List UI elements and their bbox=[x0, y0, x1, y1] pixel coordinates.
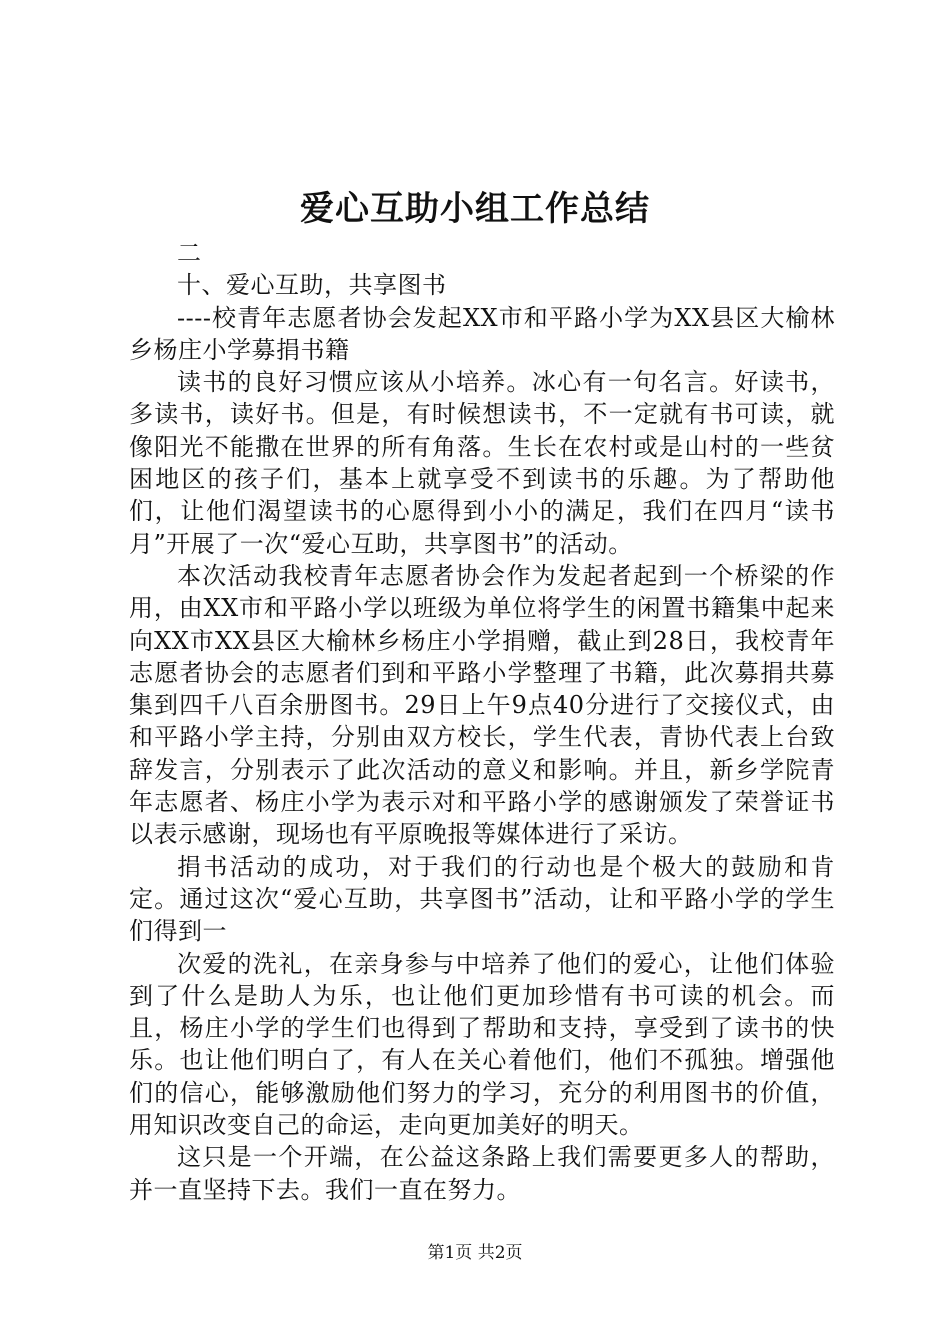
document-title: 爱心互助小组工作总结 bbox=[300, 189, 650, 229]
paragraph-activity: 本次活动我校青年志愿者协会作为发起者起到一个桥梁的作用，由XX市和平路小学以班级为单位将学生的闲置书籍集中起来向XX市XX县区大榆林乡杨庄小学捐赠，截止到28日，我校青年志愿者协会的志愿者们到和平路小学整理了书籍，此次募捐共募集到四千八百余册图书。29日上午9点40分进行了交接仪式，由和平路小学主持，分别由双方校长，学生代表，青协代表上台致辞发言，分别表示了此次活动的意义和影响。并且，新乡学院青年志愿者、杨庄小学为表示对和平路小学的感谢颁发了荣誉证书以表示感谢，现场也有平原晚报等媒体进行了采访。 bbox=[129, 561, 835, 849]
paragraph-intro: 读书的良好习惯应该从小培养。冰心有一句名言。好读书，多读书，读好书。但是，有时候想读书，不一定就有书可读，就像阳光不能撒在世界的所有角落。生长在农村或是山村的一些贫困地区的孩子们，基本上就享受不到读书的乐趣。为了帮助他们，让他们渴望读书的心愿得到小小的满足，我们在四月“读书月”开展了一次“爱心互助，共享图书”的活动。 bbox=[129, 368, 835, 558]
paragraph-conclusion: 这只是一个开端，在公益这条路上我们需要更多人的帮助，并一直坚持下去。我们一直在努力。 bbox=[129, 1143, 835, 1204]
page-footer: 第1页 共2页 bbox=[427, 1243, 523, 1263]
document-body bbox=[129, 237, 835, 1206]
paragraph-subtitle: ----校青年志愿者协会发起XX市和平路小学为XX县区大榆林乡杨庄小学募捐书籍 bbox=[129, 303, 835, 364]
paragraph-impact: 次爱的洗礼，在亲身参与中培养了他们的爱心，让他们体验到了什么是助人为乐，也让他们更加珍惜有书可读的机会。而且，杨庄小学的学生们也得到了帮助和支持，享受到了读书的快乐。也让他们明白了，有人在关心着他们，他们不孤独。增强他们的信心，能够激励他们努力的学习，充分的利用图书的价值，用知识改变自己的命运，走向更加美好的明天。 bbox=[129, 949, 835, 1140]
paragraph-success: 捐书活动的成功，对于我们的行动也是个极大的鼓励和肯定。通过这次“爱心互助，共享图书”活动，让和平路小学的学生们得到一 bbox=[129, 852, 835, 946]
paragraph-section-heading: 十、爱心互助，共享图书 bbox=[177, 271, 447, 300]
paragraph-section-number: 二 bbox=[177, 239, 202, 267]
